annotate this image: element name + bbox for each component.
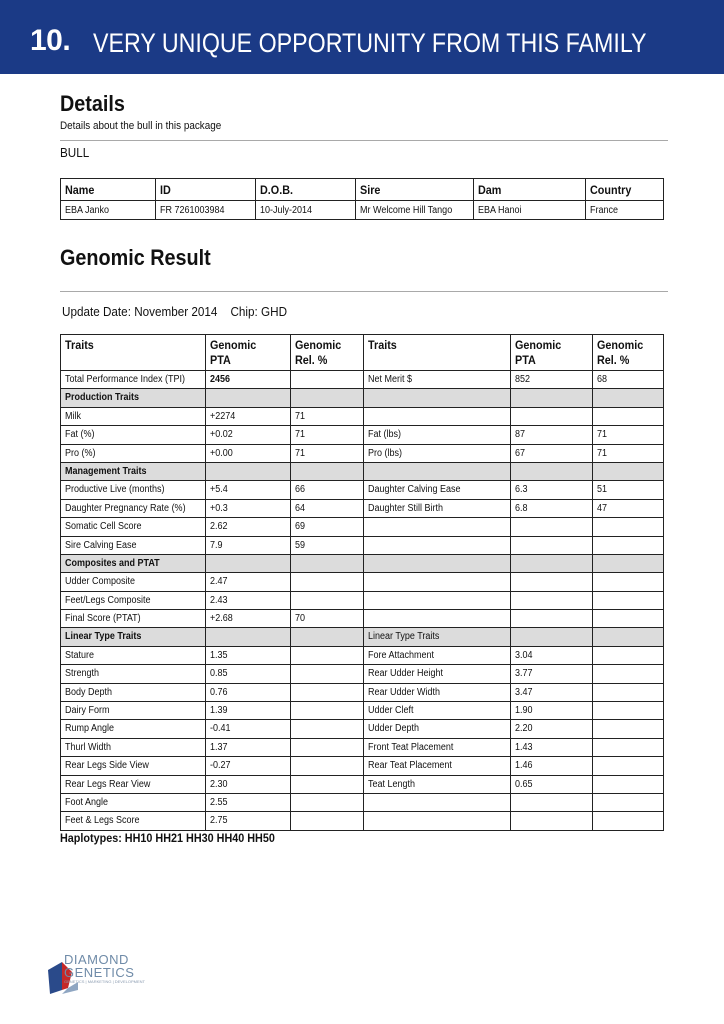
cell-rel-right bbox=[593, 683, 664, 701]
cell-trait-right: Udder Depth bbox=[364, 720, 511, 738]
update-date: Update Date: November 2014 bbox=[62, 304, 218, 319]
cell-rel-right bbox=[593, 407, 664, 425]
header-genomic-rel: Genomic Rel. % bbox=[593, 335, 664, 371]
genomic-header-row bbox=[61, 335, 664, 371]
bull-country: France bbox=[586, 201, 664, 220]
cell-trait-right bbox=[364, 462, 511, 480]
cell-rel-right bbox=[593, 628, 664, 646]
cell-pta bbox=[206, 389, 291, 407]
cell-rel-right bbox=[593, 536, 664, 554]
header-dob: D.O.B. bbox=[256, 179, 356, 201]
section-label: Management Traits bbox=[61, 462, 206, 480]
table-row bbox=[61, 738, 664, 756]
cell-trait-right: Rear Teat Placement bbox=[364, 757, 511, 775]
table-row bbox=[61, 444, 664, 462]
cell-pta-right bbox=[511, 407, 593, 425]
cell-trait-right: Udder Cleft bbox=[364, 702, 511, 720]
cell-rel bbox=[291, 646, 364, 664]
cell-trait-right bbox=[364, 518, 511, 536]
table-row bbox=[61, 481, 664, 499]
cell-pta-right bbox=[511, 518, 593, 536]
cell-pta: 2.47 bbox=[206, 573, 291, 591]
cell-rel-right bbox=[593, 554, 664, 572]
cell-rel-right bbox=[593, 462, 664, 480]
cell-trait-right bbox=[364, 793, 511, 811]
logo-tagline: GENETICS | MARKETING | DEVELOPMENT bbox=[64, 979, 145, 984]
cell-rel-right: 51 bbox=[593, 481, 664, 499]
cell-rel: 66 bbox=[291, 481, 364, 499]
cell-trait-right bbox=[364, 536, 511, 554]
cell-rel bbox=[291, 573, 364, 591]
cell-pta: 2.43 bbox=[206, 591, 291, 609]
cell-trait: Sire Calving Ease bbox=[61, 536, 206, 554]
cell-rel-right bbox=[593, 591, 664, 609]
cell-trait: Feet/Legs Composite bbox=[61, 591, 206, 609]
cell-pta: -0.41 bbox=[206, 720, 291, 738]
cell-trait: Thurl Width bbox=[61, 738, 206, 756]
genomic-results-table bbox=[60, 334, 664, 831]
table-row bbox=[61, 518, 664, 536]
cell-pta: 1.35 bbox=[206, 646, 291, 664]
cell-pta-right: 1.46 bbox=[511, 757, 593, 775]
cell-pta-right bbox=[511, 536, 593, 554]
cell-pta-right bbox=[511, 793, 593, 811]
company-logo bbox=[48, 952, 188, 1002]
cell-rel bbox=[291, 665, 364, 683]
cell-rel bbox=[291, 554, 364, 572]
cell-rel-right: 47 bbox=[593, 499, 664, 517]
divider bbox=[60, 291, 668, 292]
bull-details-table bbox=[60, 178, 664, 220]
cell-trait: Foot Angle bbox=[61, 793, 206, 811]
cell-trait: Feet & Legs Score bbox=[61, 812, 206, 830]
cell-pta-right: 1.90 bbox=[511, 702, 593, 720]
cell-pta-right bbox=[511, 812, 593, 830]
cell-rel: 69 bbox=[291, 518, 364, 536]
cell-pta-right bbox=[511, 628, 593, 646]
header-genomic-pta: Genomic PTA bbox=[206, 335, 291, 371]
cell-pta: 0.76 bbox=[206, 683, 291, 701]
bull-sire: Mr Welcome Hill Tango bbox=[356, 201, 474, 220]
cell-pta bbox=[206, 628, 291, 646]
table-row bbox=[61, 665, 664, 683]
cell-trait: Final Score (PTAT) bbox=[61, 610, 206, 628]
cell-rel bbox=[291, 757, 364, 775]
cell-trait: Rear Legs Side View bbox=[61, 757, 206, 775]
cell-trait-right bbox=[364, 554, 511, 572]
bull-dam: EBA Hanoi bbox=[474, 201, 586, 220]
genomic-heading: Genomic Result bbox=[60, 245, 211, 270]
header-name: Name bbox=[61, 179, 156, 201]
header-genomic-rel: Genomic Rel. % bbox=[291, 335, 364, 371]
cell-pta-right: 87 bbox=[511, 426, 593, 444]
cell-rel bbox=[291, 775, 364, 793]
table-row bbox=[61, 536, 664, 554]
cell-rel bbox=[291, 628, 364, 646]
table-row bbox=[61, 757, 664, 775]
cell-trait-right: Pro (lbs) bbox=[364, 444, 511, 462]
header-traits: Traits bbox=[61, 335, 206, 371]
cell-rel bbox=[291, 462, 364, 480]
section-row bbox=[61, 554, 664, 572]
bull-dob: 10-July-2014 bbox=[256, 201, 356, 220]
header-dam: Dam bbox=[474, 179, 586, 201]
cell-pta: +0.3 bbox=[206, 499, 291, 517]
cell-pta: 7.9 bbox=[206, 536, 291, 554]
cell-rel-right: 71 bbox=[593, 444, 664, 462]
cell-rel-right bbox=[593, 389, 664, 407]
cell-rel: 64 bbox=[291, 499, 364, 517]
cell-rel-right bbox=[593, 793, 664, 811]
cell-trait-right: Front Teat Placement bbox=[364, 738, 511, 756]
cell-pta-right: 67 bbox=[511, 444, 593, 462]
cell-pta-right bbox=[511, 462, 593, 480]
header-traits: Traits bbox=[364, 335, 511, 371]
cell-rel: 71 bbox=[291, 407, 364, 425]
cell-trait-right bbox=[364, 812, 511, 830]
cell-trait: Strength bbox=[61, 665, 206, 683]
cell-pta: 1.39 bbox=[206, 702, 291, 720]
table-row bbox=[61, 499, 664, 517]
cell-pta: +0.00 bbox=[206, 444, 291, 462]
table-row bbox=[61, 683, 664, 701]
cell-rel-right bbox=[593, 665, 664, 683]
header-genomic-pta: Genomic PTA bbox=[511, 335, 593, 371]
table-row bbox=[61, 720, 664, 738]
header-sire: Sire bbox=[356, 179, 474, 201]
cell-pta: +2274 bbox=[206, 407, 291, 425]
cell-rel-right bbox=[593, 610, 664, 628]
cell-rel bbox=[291, 720, 364, 738]
cell-trait-right: Fat (lbs) bbox=[364, 426, 511, 444]
cell-pta-right: 6.8 bbox=[511, 499, 593, 517]
bull-section-label: BULL bbox=[60, 145, 90, 160]
update-info bbox=[62, 304, 287, 319]
cell-pta-right: 1.43 bbox=[511, 738, 593, 756]
header-id: ID bbox=[156, 179, 256, 201]
cell-rel: 59 bbox=[291, 536, 364, 554]
cell-trait: Stature bbox=[61, 646, 206, 664]
table-row bbox=[61, 407, 664, 425]
cell-rel bbox=[291, 371, 364, 389]
cell-pta bbox=[206, 462, 291, 480]
logo-line1: DIAMOND bbox=[64, 952, 129, 967]
cell-pta-right: 3.47 bbox=[511, 683, 593, 701]
section-row bbox=[61, 389, 664, 407]
cell-trait: Daughter Pregnancy Rate (%) bbox=[61, 499, 206, 517]
cell-pta: 0.85 bbox=[206, 665, 291, 683]
bull-table-row bbox=[61, 201, 664, 220]
cell-rel-right bbox=[593, 738, 664, 756]
section-label: Linear Type Traits bbox=[61, 628, 206, 646]
header-country: Country bbox=[586, 179, 664, 201]
table-row bbox=[61, 426, 664, 444]
cell-trait: Productive Live (months) bbox=[61, 481, 206, 499]
logo-line2: GENETICS bbox=[64, 965, 135, 980]
cell-trait-right: Net Merit $ bbox=[364, 371, 511, 389]
cell-trait-right bbox=[364, 591, 511, 609]
cell-rel bbox=[291, 738, 364, 756]
cell-pta: 1.37 bbox=[206, 738, 291, 756]
divider bbox=[60, 140, 668, 141]
cell-rel: 71 bbox=[291, 426, 364, 444]
cell-rel-right bbox=[593, 518, 664, 536]
cell-trait-right: Fore Attachment bbox=[364, 646, 511, 664]
cell-rel bbox=[291, 591, 364, 609]
cell-trait: Rump Angle bbox=[61, 720, 206, 738]
cell-trait: Body Depth bbox=[61, 683, 206, 701]
details-heading: Details bbox=[60, 91, 125, 116]
cell-pta-right: 3.77 bbox=[511, 665, 593, 683]
table-row bbox=[61, 573, 664, 591]
table-row bbox=[61, 775, 664, 793]
cell-trait: Fat (%) bbox=[61, 426, 206, 444]
cell-pta: 2.55 bbox=[206, 793, 291, 811]
cell-rel bbox=[291, 683, 364, 701]
cell-trait: Milk bbox=[61, 407, 206, 425]
cell-pta-right: 852 bbox=[511, 371, 593, 389]
cell-trait-right bbox=[364, 610, 511, 628]
table-row bbox=[61, 812, 664, 830]
cell-trait-right bbox=[364, 407, 511, 425]
cell-rel bbox=[291, 812, 364, 830]
bull-name: EBA Janko bbox=[61, 201, 156, 220]
cell-trait: Udder Composite bbox=[61, 573, 206, 591]
cell-pta-right bbox=[511, 573, 593, 591]
cell-pta-right bbox=[511, 591, 593, 609]
cell-rel-right bbox=[593, 720, 664, 738]
cell-pta-right: 6.3 bbox=[511, 481, 593, 499]
cell-pta-right bbox=[511, 389, 593, 407]
chip-label: Chip: GHD bbox=[230, 304, 288, 319]
table-row bbox=[61, 610, 664, 628]
cell-rel-right: 71 bbox=[593, 426, 664, 444]
cell-pta-right: 3.04 bbox=[511, 646, 593, 664]
cell-trait-right: Rear Udder Width bbox=[364, 683, 511, 701]
section-row bbox=[61, 628, 664, 646]
cell-rel bbox=[291, 702, 364, 720]
cell-rel-right bbox=[593, 702, 664, 720]
cell-rel-right bbox=[593, 646, 664, 664]
cell-trait: Pro (%) bbox=[61, 444, 206, 462]
cell-rel bbox=[291, 793, 364, 811]
cell-trait-right: Daughter Calving Ease bbox=[364, 481, 511, 499]
table-row bbox=[61, 371, 664, 389]
section-label: Production Traits bbox=[61, 389, 206, 407]
table-row bbox=[61, 591, 664, 609]
haplotypes: Haplotypes: HH10 HH21 HH30 HH40 HH50 bbox=[60, 831, 275, 845]
cell-trait: Rear Legs Rear View bbox=[61, 775, 206, 793]
cell-pta-right: 2.20 bbox=[511, 720, 593, 738]
cell-pta-right bbox=[511, 610, 593, 628]
cell-rel bbox=[291, 389, 364, 407]
bull-table-header-row bbox=[61, 179, 664, 201]
page-title: VERY UNIQUE OPPORTUNITY FROM THIS FAMILY bbox=[93, 28, 647, 58]
bull-id: FR 7261003984 bbox=[156, 201, 256, 220]
cell-trait: Total Performance Index (TPI) bbox=[61, 371, 206, 389]
cell-rel-right bbox=[593, 775, 664, 793]
title-banner bbox=[0, 0, 724, 74]
cell-rel-right: 68 bbox=[593, 371, 664, 389]
section-label: Composites and PTAT bbox=[61, 554, 206, 572]
cell-pta-right bbox=[511, 554, 593, 572]
cell-rel-right bbox=[593, 757, 664, 775]
cell-rel-right bbox=[593, 812, 664, 830]
section-row bbox=[61, 462, 664, 480]
cell-pta: -0.27 bbox=[206, 757, 291, 775]
cell-pta: +2.68 bbox=[206, 610, 291, 628]
cell-trait-right bbox=[364, 573, 511, 591]
table-row bbox=[61, 646, 664, 664]
cell-pta: 2.30 bbox=[206, 775, 291, 793]
table-row bbox=[61, 793, 664, 811]
cell-trait-right: Daughter Still Birth bbox=[364, 499, 511, 517]
cell-pta bbox=[206, 554, 291, 572]
cell-trait-right: Linear Type Traits bbox=[364, 628, 511, 646]
section-number: 10. bbox=[30, 24, 71, 57]
cell-rel: 70 bbox=[291, 610, 364, 628]
cell-rel: 71 bbox=[291, 444, 364, 462]
cell-pta: 2456 bbox=[206, 371, 291, 389]
cell-trait: Dairy Form bbox=[61, 702, 206, 720]
cell-trait-right: Rear Udder Height bbox=[364, 665, 511, 683]
cell-trait: Somatic Cell Score bbox=[61, 518, 206, 536]
cell-pta: 2.62 bbox=[206, 518, 291, 536]
details-subheading: Details about the bull in this package bbox=[60, 120, 222, 132]
cell-trait-right: Teat Length bbox=[364, 775, 511, 793]
cell-pta: +0.02 bbox=[206, 426, 291, 444]
cell-trait-right bbox=[364, 389, 511, 407]
cell-pta: +5.4 bbox=[206, 481, 291, 499]
cell-rel-right bbox=[593, 573, 664, 591]
table-row bbox=[61, 702, 664, 720]
cell-pta-right: 0.65 bbox=[511, 775, 593, 793]
cell-pta: 2.75 bbox=[206, 812, 291, 830]
